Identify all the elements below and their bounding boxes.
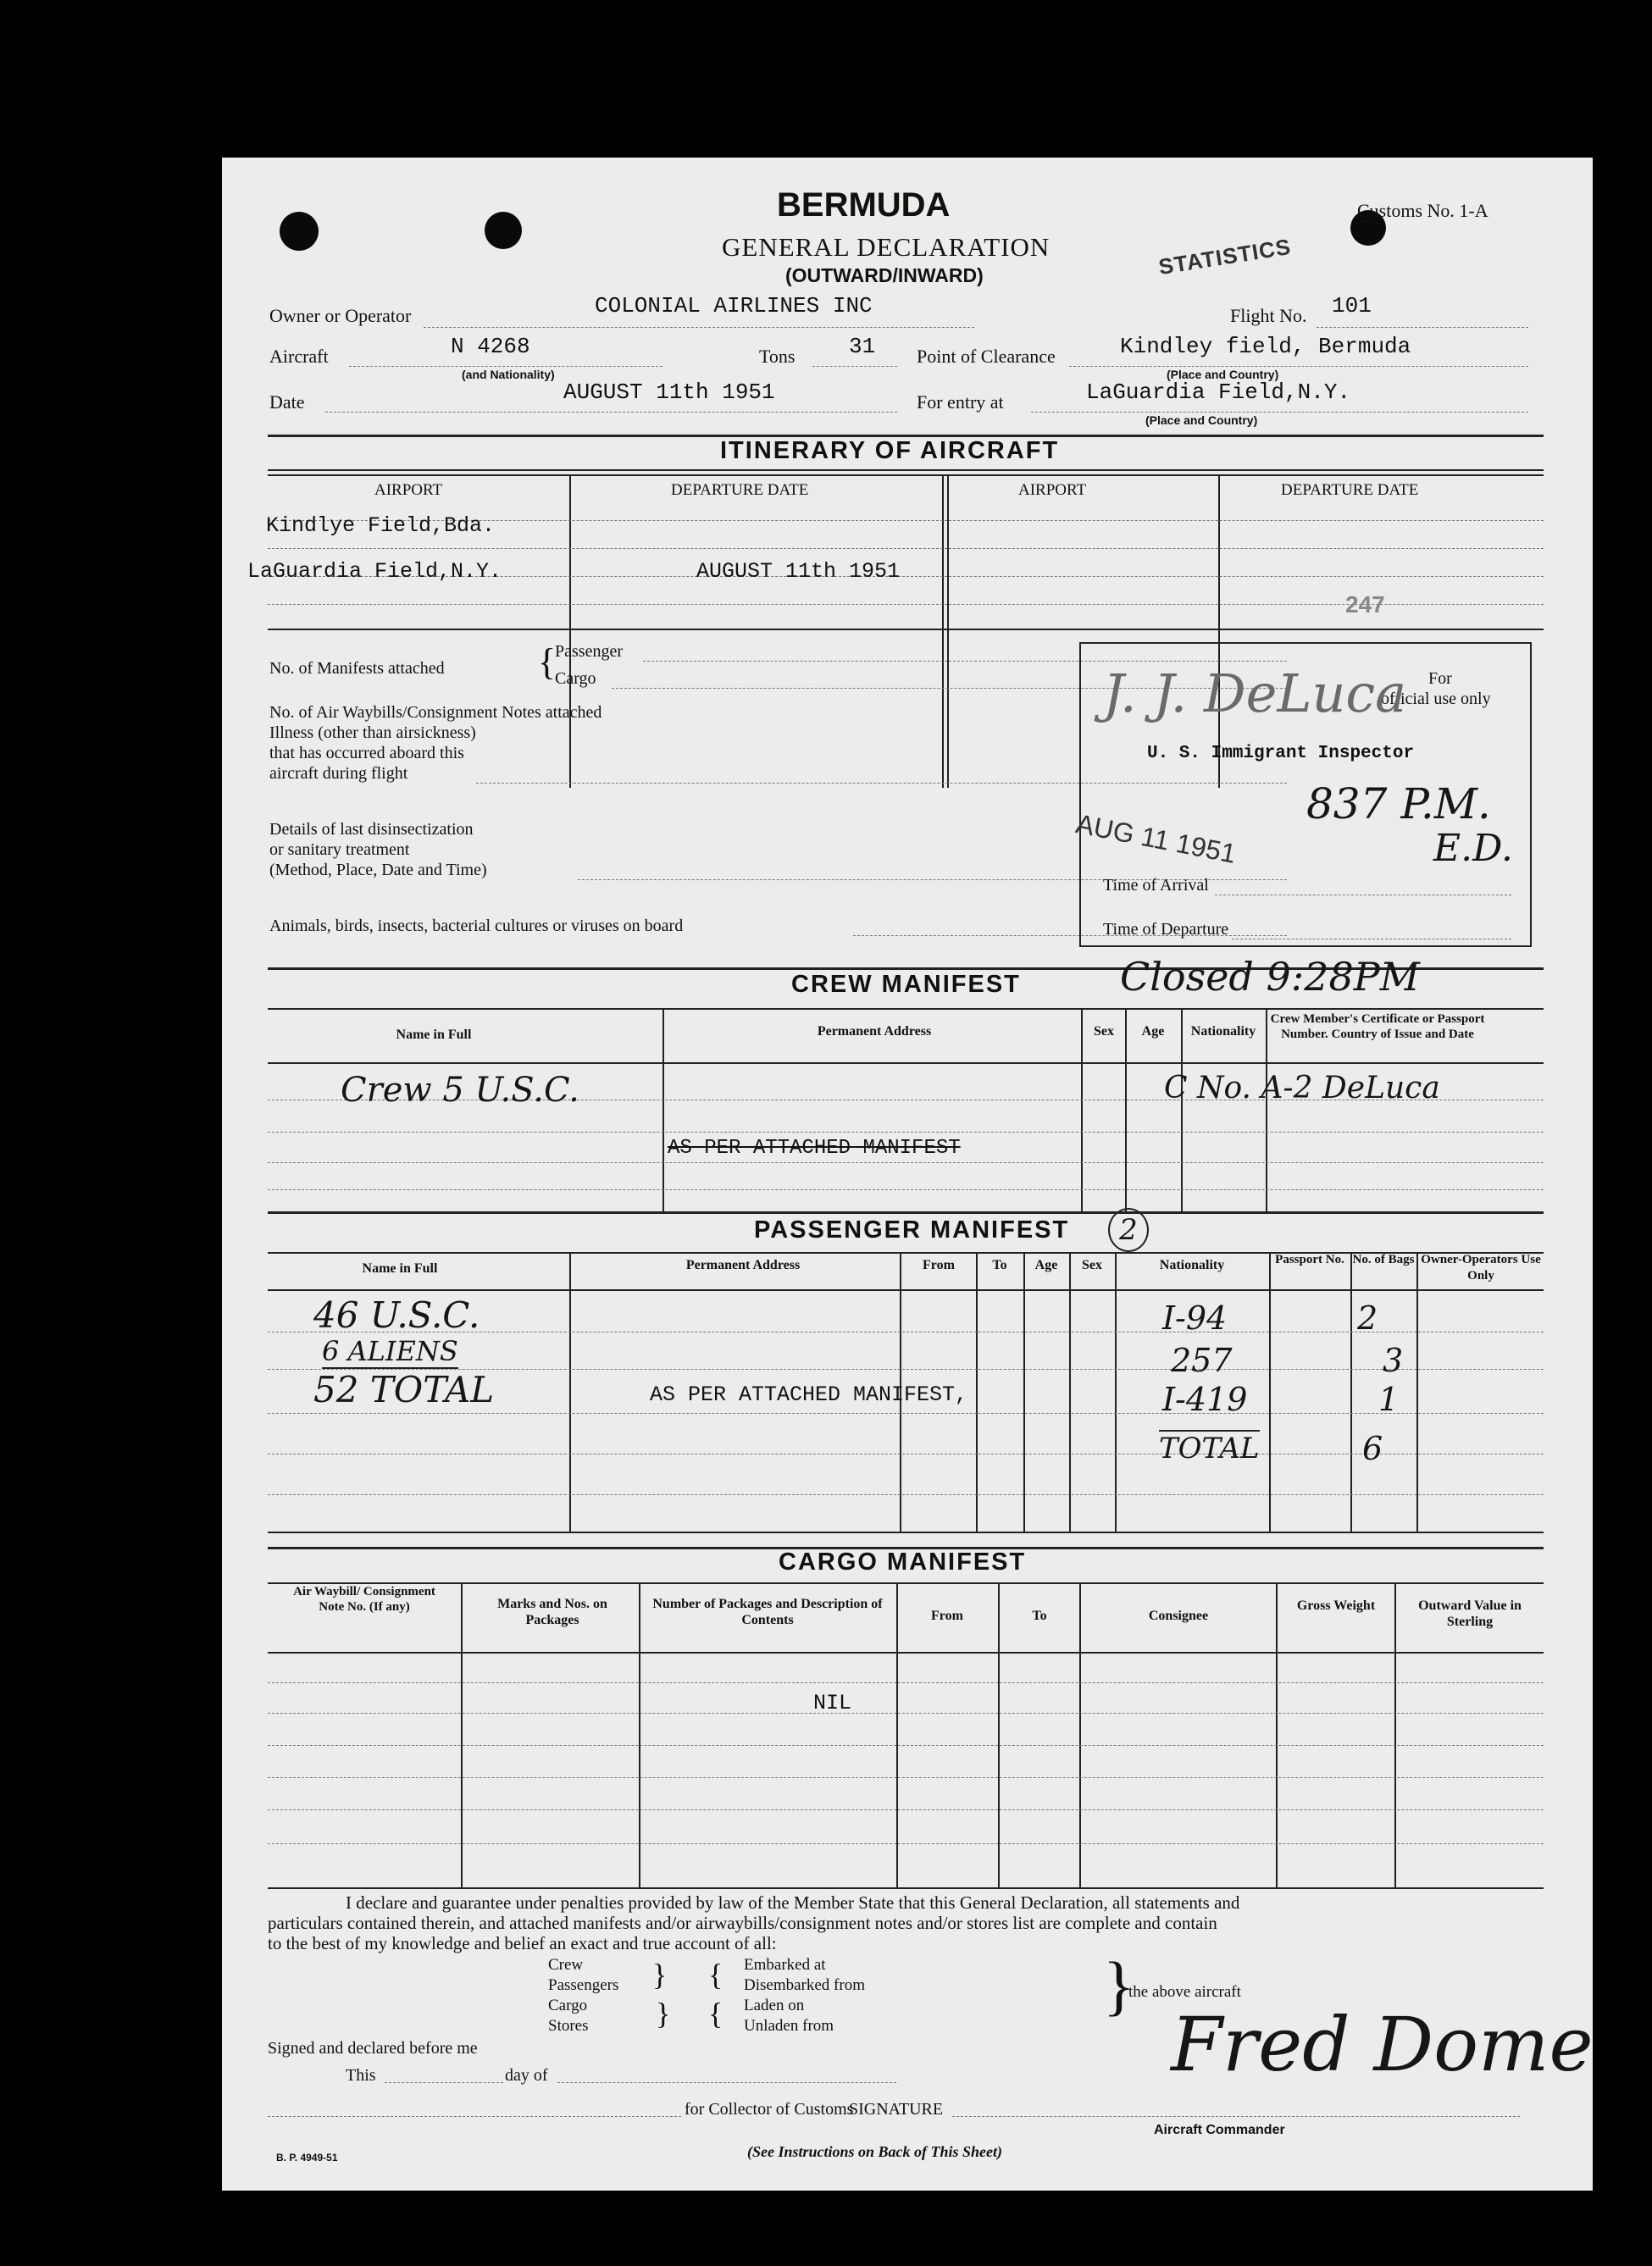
passenger-bottom-rule (268, 1532, 1544, 1533)
time-of-arrival: Time of Arrival (1103, 876, 1209, 895)
crew-col-address: Permanent Address (817, 1024, 932, 1039)
date-label: Date (269, 391, 305, 413)
cargo-col-div-1 (461, 1582, 463, 1887)
passenger-circled: 2 (1108, 1208, 1149, 1252)
pass-bags-total: 6 (1362, 1430, 1383, 1467)
decl-right-laden: Laden on (744, 1997, 805, 2014)
crew-hand-entry: Crew 5 U.S.C. (341, 1071, 579, 1110)
pass-col-nationality: Nationality (1159, 1258, 1225, 1272)
pass-nat-1: I-94 (1162, 1299, 1228, 1337)
decl-brace-2: } (656, 1997, 671, 2031)
cargo-rule-f (268, 1843, 1544, 1844)
passenger-top-rule (268, 1211, 1544, 1214)
crew-col-div-5 (1266, 1008, 1267, 1211)
punch-hole-left (280, 212, 319, 251)
decl-right-embarked: Embarked at (744, 1956, 826, 1974)
animals-label: Animals, birds, insects, bacterial cultures or viruses on board (269, 917, 684, 935)
itinerary-head-rule-1 (268, 469, 1544, 471)
cargo-col-div-3 (896, 1582, 898, 1887)
itinerary-note: 247 (1345, 591, 1385, 618)
crew-head-rule-2 (268, 1062, 1544, 1064)
official-for: For (1428, 669, 1452, 688)
cargo-rule-e (268, 1809, 1544, 1810)
aircraft-underline (349, 366, 662, 367)
pass-bags-2: 3 (1383, 1342, 1404, 1379)
owner-value: COLONIAL AIRLINES INC (595, 293, 873, 319)
itinerary-rule-b (268, 548, 1544, 549)
form-sheet (222, 158, 1593, 2191)
decl-collector: for Collector of Customs (685, 2100, 854, 2119)
arrival-time-hand: 837 P.M. (1306, 779, 1491, 828)
manifest-cargo: Cargo (555, 669, 596, 688)
pass-hand-line-3: 52 TOTAL (313, 1369, 495, 1410)
pass-col-div-4 (1023, 1252, 1025, 1532)
header-country: BERMUDA (777, 186, 951, 224)
aircraft-sublabel: (and Nationality) (462, 368, 555, 381)
cargo-rule-b (268, 1713, 1544, 1714)
decl-day-of: day of (505, 2066, 548, 2085)
illness-line-2: that has occurred aboard this (269, 744, 464, 762)
illness-line-1: Illness (other than airsickness) (269, 723, 476, 742)
cargo-head-rule-2 (268, 1652, 1544, 1654)
tons-value: 31 (849, 334, 876, 359)
form-number: B. P. 4949-51 (276, 2152, 338, 2164)
crew-typed-entry: AS PER ATTACHED MANIFEST (668, 1137, 961, 1160)
pass-col-address: Permanent Address (685, 1258, 801, 1272)
passenger-head-rule-2 (268, 1289, 1544, 1291)
itinerary-head-rule-2 (268, 474, 1544, 476)
decl-signature-underline (952, 2116, 1520, 2117)
passenger-heading: PASSENGER MANIFEST (754, 1216, 1070, 1244)
clearance-label: Point of Clearance (917, 346, 1056, 367)
owner-label: Owner or Operator (269, 305, 412, 326)
cargo-col-value: Outward Value in Sterling (1418, 1598, 1522, 1629)
clearance-value: Kindley field, Bermuda (1120, 334, 1411, 359)
aircraft-label: Aircraft (269, 346, 329, 367)
official-use-only: official use only (1381, 690, 1491, 708)
header-subtitle: (OUTWARD/INWARD) (785, 264, 984, 286)
cargo-bottom-rule (268, 1887, 1544, 1889)
declaration-line-1: I declare and guarantee under penalties provided by law of the Member State that this General Declaration, all statements and (346, 1892, 1240, 1913)
itinerary-date-2: AUGUST 11th 1951 (696, 559, 901, 584)
date-value: AUGUST 11th 1951 (563, 380, 775, 405)
date-underline (325, 412, 897, 413)
pass-hand-line-1: 46 U.S.C. (313, 1294, 480, 1336)
punch-hole-center (485, 212, 522, 249)
pass-col-passport: Passport No. (1275, 1253, 1344, 1266)
cargo-col-div-2 (639, 1582, 640, 1887)
flight-underline (1317, 327, 1528, 328)
decl-collector-underline (268, 2116, 681, 2117)
pass-col-age: Age (1034, 1258, 1058, 1272)
cargo-entry: NIL (813, 1691, 852, 1715)
pass-col-div-9 (1416, 1252, 1418, 1532)
pass-col-div-8 (1350, 1252, 1352, 1532)
crew-closed-note: Closed 9:28PM (1120, 954, 1420, 1000)
itinerary-col-div-2 (942, 474, 944, 788)
decl-left-cargo: Cargo (548, 1997, 588, 2014)
cargo-col-from: From (931, 1609, 963, 1623)
pass-bags-1: 2 (1357, 1299, 1378, 1337)
inspector-signature: J. J. DeLuca (1103, 662, 1407, 724)
customs-number: Customs No. 1-A (1357, 200, 1488, 221)
decl-left-crew: Crew (548, 1956, 584, 1974)
itinerary-airport-2: LaGuardia Field,N.Y. (247, 559, 502, 584)
decl-brace-3: { (708, 1958, 723, 1992)
cargo-rule-a (268, 1682, 1544, 1683)
flight-label: Flight No. (1230, 305, 1307, 326)
cargo-col-consignee: Consignee (1148, 1609, 1209, 1623)
pass-col-div-5 (1069, 1252, 1071, 1532)
itinerary-heading: ITINERARY OF AIRCRAFT (720, 437, 1060, 464)
decl-brace-big: } (1103, 1948, 1135, 2022)
illness-line-3: aircraft during flight (269, 764, 408, 783)
crew-col-sex: Sex (1094, 1024, 1114, 1039)
pass-nat-total: TOTAL (1159, 1432, 1260, 1465)
decl-dayof-underline (557, 2082, 896, 2083)
entry-value: LaGuardia Field,N.Y. (1086, 380, 1351, 405)
cargo-col-div-4 (998, 1582, 1000, 1887)
crew-col-div-2 (1081, 1008, 1083, 1211)
itinerary-airport-1: Kindlye Field,Bda. (266, 513, 496, 538)
statistics-stamp: STATISTICS (1156, 233, 1294, 280)
cargo-col-div-6 (1276, 1582, 1278, 1887)
crew-rule-b (268, 1132, 1544, 1133)
crew-hand-check: C No. A-2 DeLuca (1164, 1071, 1440, 1105)
itinerary-col-airport-1: AIRPORT (374, 481, 443, 499)
pass-col-div-7 (1269, 1252, 1271, 1532)
crew-col-name: Name in Full (396, 1028, 472, 1042)
pass-bags-3: 1 (1378, 1381, 1400, 1418)
itinerary-col-date-1: DEPARTURE DATE (671, 481, 809, 499)
decl-left-passengers: Passengers (548, 1976, 619, 1994)
decl-brace-4: { (708, 1997, 723, 2031)
decl-right-disembarked: Disembarked from (744, 1976, 865, 1994)
itinerary-col-airport-2: AIRPORT (1018, 481, 1087, 499)
cargo-heading: CARGO MANIFEST (779, 1549, 1027, 1576)
crew-rule-c (268, 1162, 1544, 1163)
clearance-sublabel: (Place and Country) (1167, 368, 1279, 381)
cargo-col-packages: Number of Packages and Description of Contents (652, 1597, 883, 1627)
cargo-col-weight: Gross Weight (1296, 1598, 1376, 1613)
pass-col-div-1 (569, 1252, 571, 1532)
header-title: GENERAL DECLARATION (722, 232, 1051, 262)
pass-col-to: To (992, 1258, 1007, 1272)
itinerary-col-date-2: DEPARTURE DATE (1281, 481, 1419, 499)
cargo-col-div-5 (1079, 1582, 1081, 1887)
disinsect-line-1: Details of last disinsectization (269, 820, 474, 839)
cargo-rule-c (268, 1745, 1544, 1746)
itinerary-col-div-1 (569, 474, 571, 788)
crew-col-nationality: Nationality (1190, 1024, 1256, 1039)
cargo-col-marks: Marks and Nos. on Packages (497, 1597, 607, 1627)
pass-rule-e (268, 1494, 1544, 1495)
decl-this: This (346, 2066, 376, 2085)
crew-col-div-1 (662, 1008, 664, 1211)
cargo-rule-d (268, 1777, 1544, 1778)
decl-this-underline (385, 2082, 503, 2083)
entry-sublabel: (Place and Country) (1145, 413, 1258, 427)
pass-col-owner: Owner-Operators Use Only (1421, 1253, 1541, 1283)
pass-col-bags: No. of Bags (1352, 1253, 1415, 1266)
cargo-col-to: To (1032, 1609, 1047, 1623)
crew-col-age: Age (1141, 1024, 1165, 1039)
owner-underline (424, 327, 974, 328)
manifests-label: No. of Manifests attached (269, 659, 445, 678)
commander-signature: Fred Dome (1171, 2001, 1594, 2088)
decl-brace-1: } (652, 1958, 668, 1992)
tons-underline (812, 366, 897, 367)
crew-heading: CREW MANIFEST (791, 971, 1021, 998)
disinsect-line-3: (Method, Place, Date and Time) (269, 861, 487, 879)
declaration-line-2: particulars contained therein, and attached manifests and/or airwaybills/consignment notes and/or stores list are complete and contain (268, 1913, 1217, 1933)
pass-col-name: Name in Full (362, 1261, 438, 1276)
pass-nat-2: 257 (1171, 1342, 1233, 1379)
pass-nat-3: I-419 (1162, 1381, 1248, 1418)
decl-above-aircraft: the above aircraft (1128, 1983, 1241, 2001)
official-initials: E.D. (1433, 827, 1513, 870)
crew-rule-d (268, 1189, 1544, 1190)
instructions-note: (See Instructions on Back of This Sheet) (747, 2143, 1003, 2160)
declaration-line-3: to the best of my knowledge and belief an exact and true account of all: (268, 1933, 777, 1953)
waybills-label: No. of Air Waybills/Consignment Notes attached (269, 703, 602, 722)
decl-signed-before: Signed and declared before me (268, 2039, 478, 2058)
decl-right-unladen: Unladen from (744, 2017, 834, 2035)
crew-head-rule (268, 1008, 1544, 1010)
cargo-col-div-7 (1394, 1582, 1396, 1887)
cargo-col-waybill: Air Waybill/ Consignment Note No. (If any) (293, 1585, 435, 1614)
entry-label: For entry at (917, 391, 1004, 413)
time-of-departure: Time of Departure (1103, 920, 1229, 939)
aircraft-value: N 4268 (451, 334, 530, 359)
manifest-passenger: Passenger (555, 642, 623, 661)
itinerary-bottom-rule (268, 629, 1544, 630)
decl-left-stores: Stores (548, 2017, 589, 2035)
flight-value: 101 (1332, 293, 1372, 319)
crew-col-certificate: Crew Member's Certificate or Passport Number. Country of Issue and Date (1270, 1012, 1485, 1041)
aircraft-commander-label: Aircraft Commander (1154, 2123, 1285, 2137)
pass-col-div-6 (1115, 1252, 1117, 1532)
decl-signature-label: SIGNATURE (849, 2100, 944, 2119)
pass-hand-line-2: 6 ALIENS (322, 1335, 458, 1367)
manifests-brace: { (538, 641, 557, 683)
arrival-date-stamp: AUG 11 1951 (1073, 808, 1239, 869)
pass-col-div-3 (976, 1252, 978, 1532)
pass-rule-c (268, 1413, 1544, 1414)
cargo-head-rule (268, 1582, 1544, 1584)
pass-typed-entry: AS PER ATTACHED MANIFEST, (650, 1382, 968, 1407)
pass-col-from: From (923, 1258, 955, 1272)
disinsect-line-2: or sanitary treatment (269, 840, 410, 859)
pass-col-sex: Sex (1082, 1258, 1102, 1272)
clearance-underline (1069, 366, 1528, 367)
entry-underline (1031, 412, 1528, 413)
itinerary-col-div-3 (947, 474, 949, 788)
tons-label: Tons (759, 346, 796, 367)
inspector-title: U. S. Immigrant Inspector (1147, 744, 1415, 763)
